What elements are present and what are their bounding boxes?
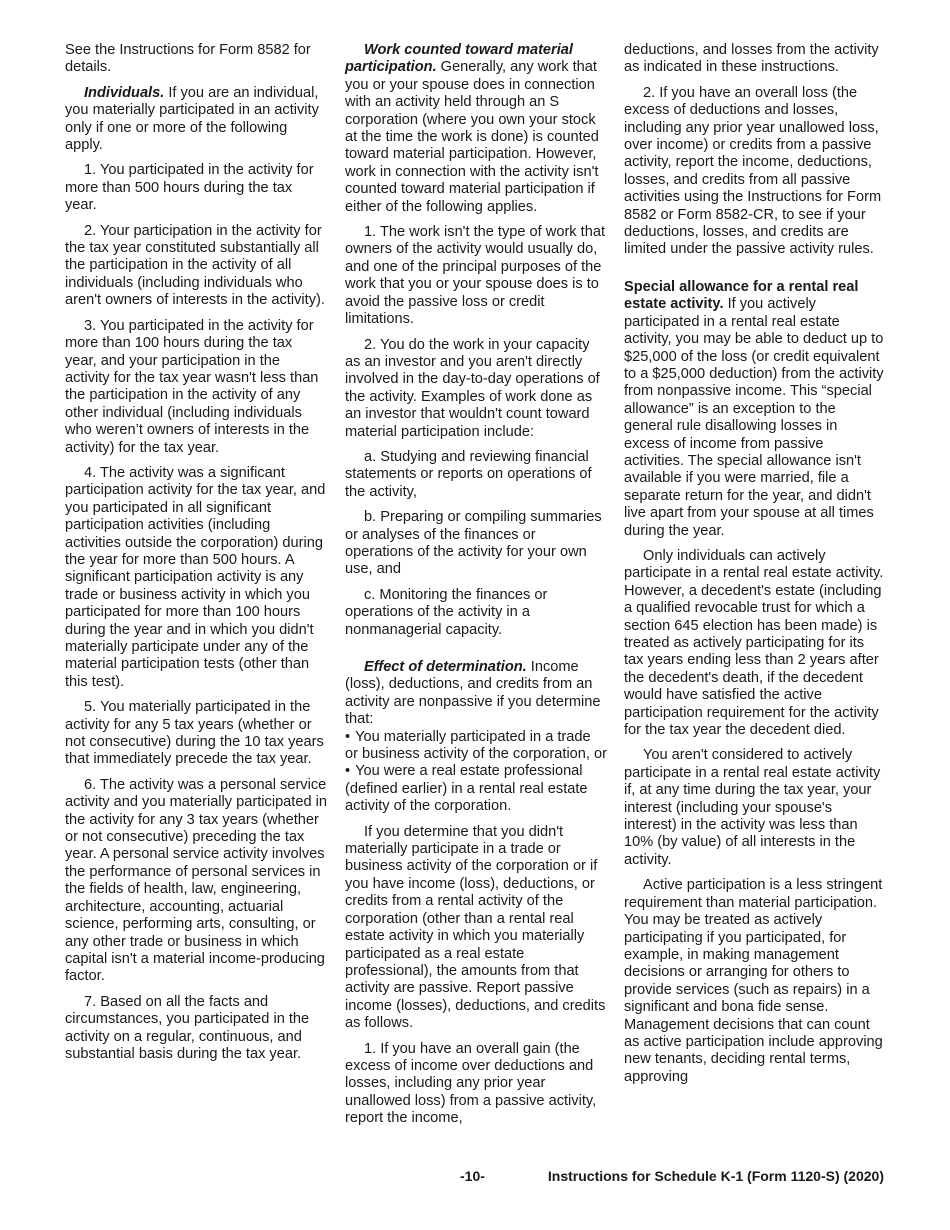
spacer — [624, 267, 886, 279]
column-2 — [345, 42, 607, 1136]
list-item: 7. Based on all the facts and circumstances, you participated in the activity on a regular, continuous, and substantial basis during the tax year. — [65, 993, 310, 1062]
page-number: -10- — [460, 1168, 485, 1184]
run-in-heading: Work counted toward material participation. — [345, 42, 573, 76]
paragraph: See the Instructions for Form 8582 for details. — [65, 42, 311, 76]
bullet-icon: • — [345, 763, 351, 780]
paragraph-work-counted — [345, 42, 607, 216]
list-item: 5. You materially participated in the activity for any 5 tax years (whether or not consecutive) during the 10 tax years that immediately precede the tax year. — [65, 699, 324, 768]
list-item: 1. If you have an overall gain (the excess of income over deductions and losses, including any prior year unallowed loss) from a passive activity, report the income, — [345, 1040, 597, 1127]
bullet-item — [345, 729, 607, 764]
spacer — [345, 647, 607, 659]
paragraph-special-allowance — [624, 279, 886, 540]
sub-list-item: a. Studying and reviewing financial statements or reports on operations of the activity, — [345, 448, 592, 500]
sub-list-item: b. Preparing or compiling summaries or analyses of the finances or operations of the activity for your own use, and — [345, 509, 602, 578]
paragraph: Active participation is a less stringent requirement than material participation. You may be treated as actively participating if you participated, for example, in making management decisions or arranging for others to provide services (such as repairs) in a significant and bona fide sense. Management decisions that can count as active participation include approving new tenants, deciding rental terms, approving — [624, 877, 883, 1085]
bullet-text: You were a real estate professional (defined earlier) in a rental real estate activity of the corporation. — [345, 763, 588, 815]
paragraph-individuals — [65, 85, 327, 155]
paragraph-text: If you actively participated in a rental real estate activity, you may be able to deduct up to $25,000 of the loss (or credit equivalent to a $25,000 deduction) from the activity from nonpassive income. This “special allowance” is an exception to the general rule disallowing losses in excess of income from passive activities. The special allowance isn't available if you were married, file a separate return for the year, and didn't live apart from your spouse at all times during the year. — [624, 296, 884, 539]
list-item: 4. The activity was a significant participation activity for the tax year, and you participated in all significant participation activities (including activities outside the corporation) during the year for more than 500 hours. A significant participation activity is any trade or business activity in which you participated for more than 100 hours during the year and in which you didn't materially participate under any of the material participation tests (other than this test). — [65, 464, 326, 690]
paragraph-text: Generally, any work that you or your spouse does in connection with an activity held through an S corporation (where you own your stock at the time the work is done) is counted toward material participation. However, work in connection with the activity isn't counted toward material participation if either of the following applies. — [345, 59, 599, 215]
sub-list-item: c. Monitoring the finances or operations of the activity in a nonmanagerial capacity. — [345, 586, 548, 638]
document-title: Instructions for Schedule K-1 (Form 1120-S) (2020) — [547, 1168, 884, 1184]
list-item: 2. Your participation in the activity for the tax year constituted substantially all the participation in the activity of all individuals (including individuals who aren't owners of interests in the activity). — [65, 222, 325, 309]
bullet-item — [345, 763, 607, 815]
paragraph-text: Income (loss), deductions, and credits from an activity are nonpassive if you determine that: — [345, 659, 601, 728]
list-item: 1. You participated in the activity for more than 500 hours during the tax year. — [65, 162, 314, 214]
paragraph: You aren't considered to actively participate in a rental real estate activity if, at any time during the tax year, your interest (including your spouse's interest) in the activity was less than 10% (by value) of all interests in the activity. — [624, 747, 881, 868]
paragraph: Only individuals can actively participate in a rental real estate activity. However, a decedent's estate (including a qualified revocable trust for which a section 645 election has been made) is treated as actively participating for its tax years ending less than 2 years after the decedent's death, if the decedent would have satisfied the active participation requirement for the activity for the tax year the decedent died. — [624, 547, 884, 739]
run-in-heading: Special allowance for a rental real estate activity. — [624, 278, 859, 313]
list-item: 6. The activity was a personal service activity and you materially participated in the activity for any 3 tax years (whether or not consecutive) preceding the tax year. A personal service activity involves the performance of personal services in the fields of health, law, engineering, architecture, accounting, actuarial science, performing arts, consulting, or any other trade or business in which capital isn't a material income-producing factor. — [65, 776, 328, 985]
paragraph-text: If you are an individual, you materially participated in an activity only if one or more of the following apply. — [65, 84, 319, 154]
run-in-heading: Individuals. — [84, 84, 165, 101]
run-in-heading: Effect of determination. — [364, 659, 527, 675]
column-3 — [624, 42, 886, 1094]
list-item: 2. You do the work in your capacity as an investor and you aren't directly involved in the day-to-day operations of the activity. Examples of work done as an investor that wouldn't count toward material participation include: — [345, 336, 600, 440]
page-footer — [0, 1168, 950, 1188]
bullet-text: You materially participated in a trade or business activity of the corporation, or — [345, 728, 608, 763]
bullet-icon: • — [345, 728, 351, 745]
list-item: 3. You participated in the activity for more than 100 hours during the tax year, and your participation in the activity for the tax year wasn't less than the participation in the activity of any other individual (including individuals who weren’t owners of interests in the activity) for the tax year. — [65, 317, 319, 456]
list-item: 1. The work isn't the type of work that owners of the activity would usually do, and one of the principal purposes of the work that you or your spouse does is to avoid the passive loss or credit limitations. — [345, 224, 605, 328]
paragraph: deductions, and losses from the activity as indicated in these instructions. — [624, 42, 879, 76]
list-item: 2. If you have an overall loss (the excess of deductions and losses, including any prior year unallowed loss, over income) or credits from a passive activity, report the income, deductions, losses, and credits from all passive activities using the Instructions for Form 8582 or Form 8582-CR, to see if your deductions, losses, and credits are limited under the passive activity rules. — [624, 84, 882, 258]
paragraph: If you determine that you didn't materially participate in a trade or business activity of the corporation or if you have income (loss), deductions, or credits from a rental activity of the corporation (other than a rental real estate activity in which you materially participated as a real estate professional), the amounts from that activity are passive. Report passive income (losses), deductions, and credits as follows. — [345, 823, 606, 1032]
column-1 — [65, 42, 327, 1071]
paragraph-effect — [345, 659, 607, 729]
